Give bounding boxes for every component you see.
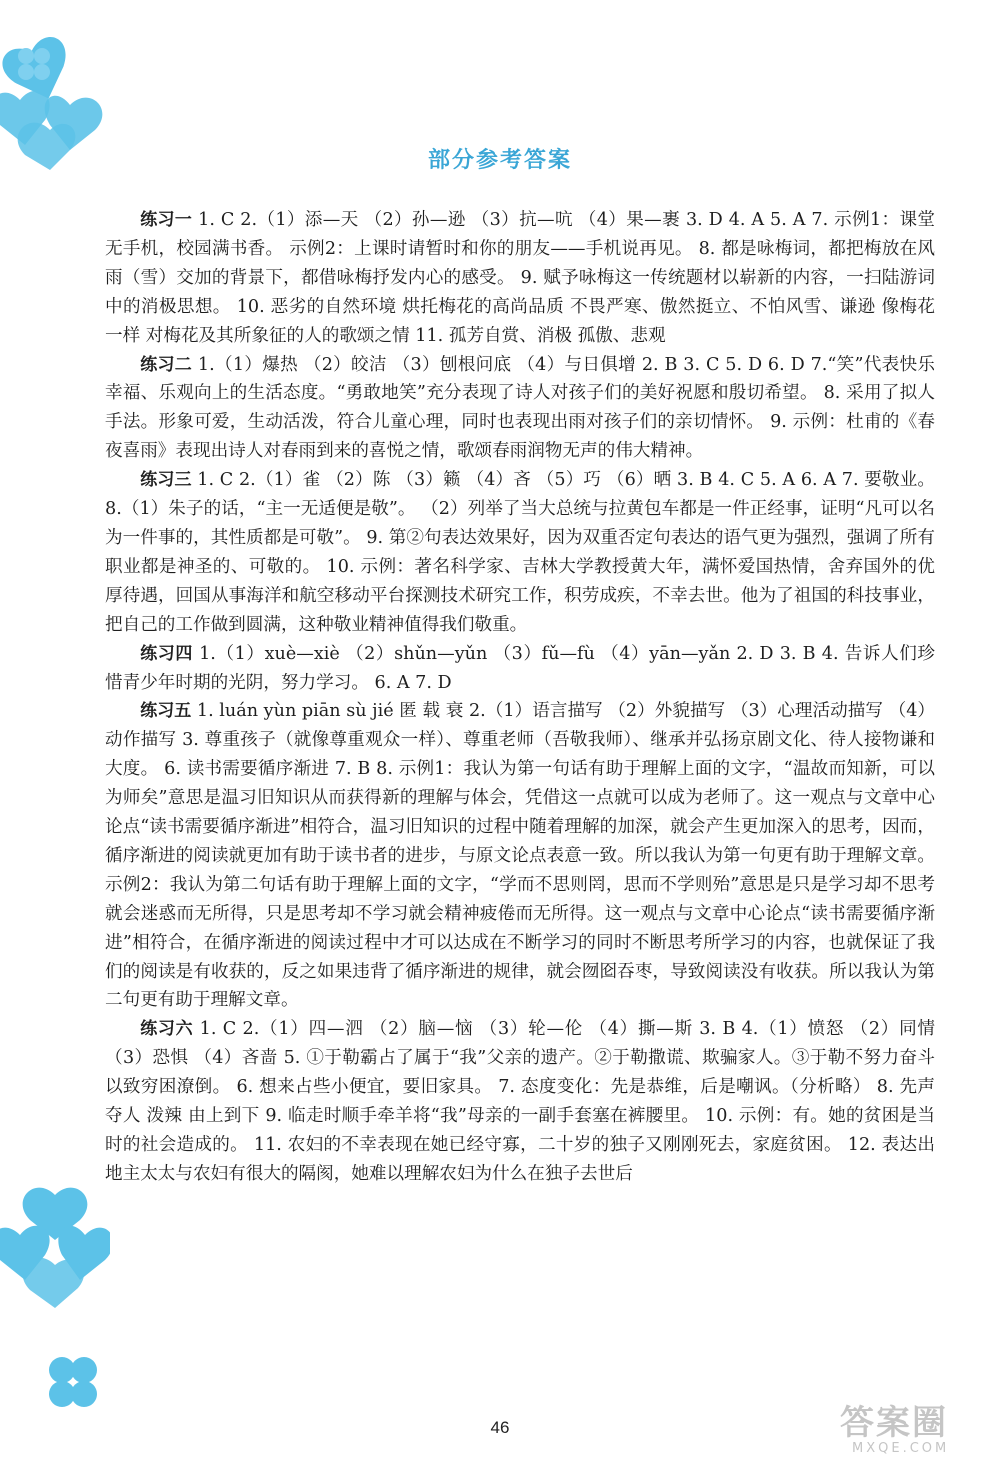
- exercise-1-paragraph: [105, 206, 935, 351]
- clover-decoration-small-top: [14, 44, 54, 84]
- exercise-2-paragraph: [105, 351, 935, 467]
- clover-decoration-bottom-left: [0, 1180, 110, 1310]
- clover-decoration-small-bottom: [38, 1348, 108, 1418]
- exercise-6-paragraph: [105, 1015, 935, 1188]
- watermark-logo: [840, 1405, 990, 1463]
- page-number: 46: [490, 1418, 510, 1437]
- exercise-2-label: 练习二: [140, 354, 193, 375]
- exercise-6-text: 1. C 2.（1）四—泗 （2）脑—恼 （3）轮—伦 （4）撕—斯 3. B 4.（1）愤怒 （2）同情 （3）恐惧 （4）吝啬 5. ①于勒霸占了属于“我”父亲的遗产。②于勒撒谎、欺骗家人。③于勒不努力奋斗以致穷困潦倒。 6. 想来占些小便宜，要旧家具。 7. 态度变化：先是恭维，后是嘲讽。（分析略） 8. 先声夺人 泼辣 由上到下 9. 临走时顺手牵羊将“我”母亲的一副手套塞在裤腰里。 10. 示例：有。她的贫困是当时的社会造成的。 11. 农妇的不幸表现在她已经守寡，二十岁的独子又刚刚死去，家庭贫困。 12. 表达出地主太太与农妇有很大的隔阂，她难以理解农妇为什么在独子去世后: [105, 1019, 935, 1184]
- exercise-5-paragraph: [105, 697, 935, 1015]
- answer-content: [105, 206, 935, 1189]
- exercise-3-label: 练习三: [140, 470, 192, 491]
- watermark-main-text: 答案圈: [840, 1403, 948, 1443]
- page-title: 部分参考答案: [427, 148, 572, 173]
- exercise-6-label: 练习六: [140, 1019, 194, 1040]
- exercise-4-text: 1.（1）xuè—xiè （2）shǔn—yǔn （3）fǔ—fù （4）yān—yǎn 2. D 3. B 4. 告诉人们珍惜青少年时期的光阴，努力学习。 6. A 7. D: [105, 643, 936, 693]
- watermark-url: MXQE.COM: [852, 1441, 950, 1456]
- exercise-3-paragraph: [105, 466, 935, 639]
- exercise-1-label: 练习一: [140, 210, 193, 230]
- exercise-2-text: 1.（1）爆热 （2）皎洁 （3）刨根问底 （4）与日俱增 2. B 3. C 5. D 6. D 7.“笑”代表快乐幸福、乐观向上的生活态度。“勇敢地笑”充分表现了诗人对孩子们的美好祝愿和殷切希望。 8. 采用了拟人手法。形象可爱，生动活泼，符合儿童心理，同时也表现出雨对孩子们的亲切情怀。 9. 示例：杜甫的《春夜喜雨》表现出诗人对春雨到来的喜悦之情，歌颂春雨润物无声的伟大精神。: [105, 354, 935, 462]
- exercise-5-text: 1. luán yùn piān sù jié 匿 载 衰 2.（1）语言描写 （2）外貌描写 （3）心理活动描写 （4）动作描写 3. 尊重孩子（就像尊重观众一样）、尊重老师（吾敬我师）、继承并弘扬京剧文化、待人接物谦和大度。 6. 读书需要循序渐进 7. B 8. 示例1：我认为第一句话有助于理解上面的文字，“温故而知新，可以为师矣”意思是温习旧知识从而获得新的理解与体会，凭借这一点就可以成为老师了。这一观点与文章中心论点“读书需要循序渐进”相符合，温习旧知识的过程中随着理解的加深，就会产生更加深入的思考，因而，循序渐进的阅读就更加有助于读书者的进步，与原文论点表意一致。所以我认为第一句更有助于理解文章。 示例2：我认为第二句话有助于理解上面的文字，“学而不思则罔，思而不学则殆”意思是只是学习却不思考就会迷惑而无所得，只是思考却不学习就会精神疲倦而无所得。这一观点与文章中心论点“读书需要循序渐进”相符合，在循序渐进的阅读过程中才可以达成在不断学习的同时不断思考所学习的内容，也就保证了我们的阅读是有收获的，反之如果违背了循序渐进的规律，就会囫囵吞枣，导致阅读没有收获。所以我认为第二句更有助于理解文章。: [105, 701, 936, 1011]
- exercise-5-label: 练习五: [140, 701, 192, 722]
- exercise-3-text: 1. C 2.（1）雀 （2）陈 （3）籁 （4）吝 （5）巧 （6）晒 3. B 4. C 5. A 6. A 7. 要敬业。 8.（1）朱子的话，“主一无适便是敬”。 （2）列举了当大总统与拉黄包车都是一件正经事，证明“凡可以名为一件事的，其性质都是可敬”。 9. 第②句表达效果好，因为双重否定句表达的语气更为强烈，强调了所有职业都是神圣的、可敬的。 10. 示例：著名科学家、吉林大学教授黄大年，满怀爱国热情，舍弃国外的优厚待遇，回国从事海洋和航空移动平台探测技术研究工作，积劳成疾，不幸去世。他为了祖国的科技事业，把自己的工作做到圆满，这种敬业精神值得我们敬重。: [105, 470, 936, 635]
- exercise-4-label: 练习四: [140, 643, 193, 664]
- exercise-1-text: 1. C 2.（1）添—天 （2）孙—逊 （3）抗—吭 （4）果—裹 3. D 4. A 5. A 7. 示例1：课堂无手机，校园满书香。 示例2：上课时请暂时和你的朋友——手机说再见。 8. 都是咏梅词，都把梅放在风雨（雪）交加的背景下，都借咏梅抒发内心的感受。 9. 赋予咏梅这一传统题材以崭新的内容，一扫陆游词中的消极思想。 10. 恶劣的自然环境 烘托梅花的高尚品质 不畏严寒、傲然挺立、不怕风雪、谦逊 像梅花一样 对梅花及其所象征的人的歌颂之情 11. 孤芳自赏、消极 孤傲、悲观: [105, 210, 936, 346]
- exercise-4-paragraph: [105, 640, 935, 698]
